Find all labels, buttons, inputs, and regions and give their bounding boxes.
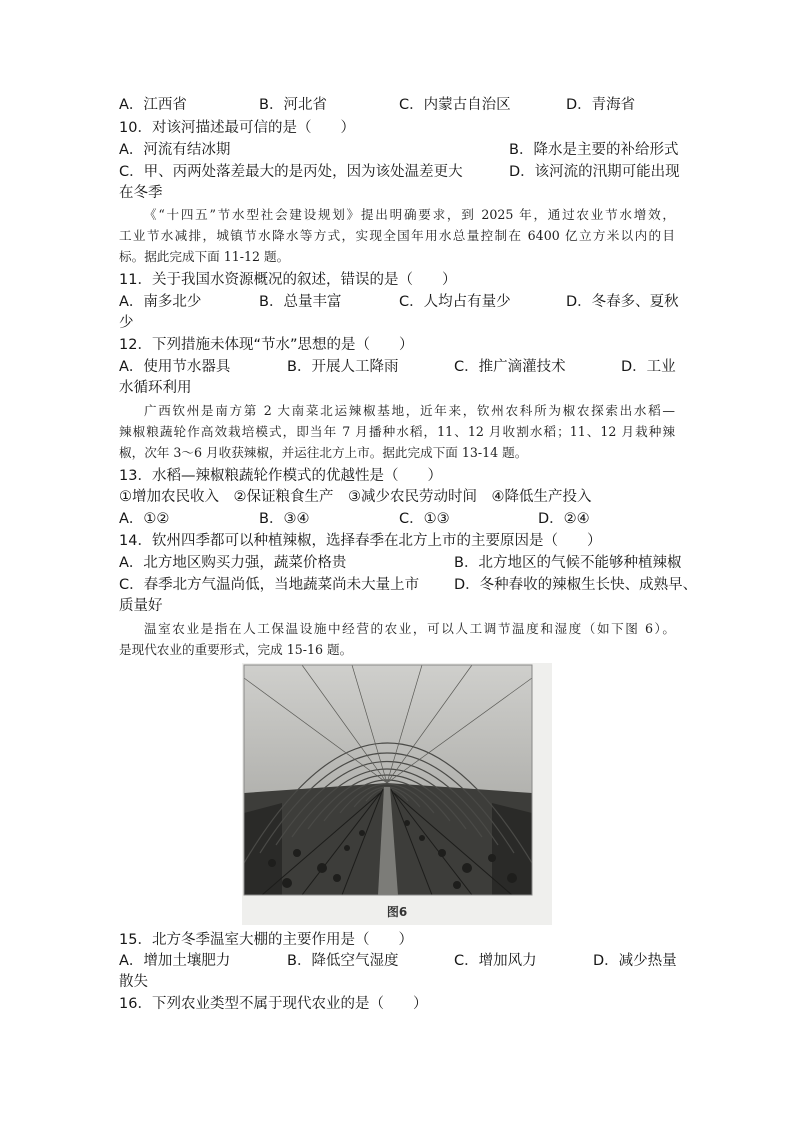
material-line: 工业节水减排，城镇节水降水等方式，实现全国年用水总量控制在 6400 亿立方米以内的目	[119, 228, 675, 243]
q10-option-d: D．该河流的汛期可能出现	[509, 164, 680, 180]
q14-option-c: C．春季北方气温尚低，当地蔬菜尚未大量上市	[119, 577, 420, 593]
q13-statements: ①增加农民收入 ②保证粮食生产 ③减少农民劳动时间 ④降低生产投入	[119, 489, 592, 505]
q11-options	[119, 292, 679, 312]
q9-option-a: A．江西省	[119, 97, 187, 113]
q9-option-d: D．青海省	[566, 97, 636, 113]
q15-option-d-continued: 散失	[119, 974, 148, 990]
material-line: 是现代农业的重要形式，完成 15-16 题。	[119, 642, 353, 657]
q12-stem: 12．下列措施未体现“节水”思想的是（ ）	[119, 337, 414, 353]
material-line: 辣椒粮蔬轮作高效栽培模式，即当年 7 月播种水稻，11、12 月收割水稻；11、12 月栽种辣	[119, 424, 675, 439]
q16-stem: 16．下列农业类型不属于现代农业的是（ ）	[119, 996, 428, 1012]
q14-option-a: A．北方地区购买力强，蔬菜价格贵	[119, 555, 347, 571]
q10-stem: 10．对该河描述最可信的是（ ）	[119, 120, 355, 136]
q10-option-b: B．降水是主要的补给形式	[509, 142, 679, 158]
material-line: 温室农业是指在人工保温设施中经营的农业，可以人工调节温度和湿度（如下图 6）。	[144, 621, 675, 636]
q14-options-ab	[119, 553, 682, 573]
q11-stem: 11．关于我国水资源概况的叙述，错误的是（ ）	[119, 272, 457, 288]
q11-option-d: D．冬春多、夏秋	[566, 294, 679, 310]
material-greenhouse	[119, 618, 675, 660]
q10-option-d-continued: 在冬季	[119, 185, 163, 201]
q11-option-b: B．总量丰富	[259, 294, 342, 310]
q13-options	[119, 509, 675, 529]
material-qinzhou-pepper	[119, 400, 675, 463]
q11-option-a: A．南多北少	[119, 294, 202, 310]
q14-options-cd	[119, 575, 698, 595]
q12-option-d-continued: 水循环利用	[119, 380, 192, 396]
q9-options	[119, 95, 675, 115]
q15-stem: 15．北方冬季温室大棚的主要作用是（ ）	[119, 932, 413, 948]
q13-option-a: A．①②	[119, 511, 170, 527]
q14-stem: 14．钦州四季都可以种植辣椒，选择春季在北方上市的主要原因是（ ）	[119, 533, 602, 549]
q15-option-b: B．降低空气湿度	[287, 953, 399, 969]
figure-caption: 图6	[386, 905, 408, 919]
q12-option-b: B．开展人工降雨	[287, 359, 399, 375]
q14-option-d: D．冬种春收的辣椒生长快、成熟早、	[454, 577, 698, 593]
q9-option-c: C．内蒙古自治区	[399, 97, 511, 113]
q10-option-a: A．河流有结冰期	[119, 142, 231, 158]
greenhouse-photo	[242, 663, 552, 925]
q12-option-d: D．工业	[621, 359, 676, 375]
greenhouse-photo-icon	[242, 663, 552, 925]
q15-option-a: A．增加土壤肥力	[119, 953, 231, 969]
q11-option-d-continued: 少	[119, 315, 134, 331]
q13-option-c: C．①③	[399, 511, 450, 527]
q9-option-b: B．河北省	[259, 97, 327, 113]
material-line: 《“十四五”节水型社会建设规划》提出明确要求，到 2025 年，通过农业节水增效，	[144, 207, 675, 222]
material-line: 标。据此完成下面 11-12 题。	[119, 249, 290, 264]
q12-option-c: C．推广滴灌技术	[454, 359, 566, 375]
q12-options	[119, 357, 675, 377]
q15-options	[119, 951, 675, 971]
q12-option-a: A．使用节水器具	[119, 359, 231, 375]
material-water-saving	[119, 204, 675, 267]
q14-option-b: B．北方地区的气候不能够种植辣椒	[454, 555, 682, 571]
material-line: 广西钦州是南方第 2 大南菜北运辣椒基地，近年来，钦州农科所为椒农探索出水稻—	[144, 403, 675, 418]
q13-option-b: B．③④	[259, 511, 310, 527]
q15-option-c: C．增加风力	[454, 953, 537, 969]
q14-option-d-continued: 质量好	[119, 598, 163, 614]
q10-options-ab	[119, 140, 679, 160]
q10-option-c: C．甲、丙两处落差最大的是丙处，因为该处温差更大	[119, 164, 463, 180]
q13-option-d: D．②④	[538, 511, 590, 527]
q10-options-cd	[119, 162, 680, 182]
q15-option-d: D．减少热量	[593, 953, 677, 969]
q11-option-c: C．人均占有量少	[399, 294, 511, 310]
material-line: 椒，次年 3～6 月收获辣椒，并运往北方上市。据此完成下面 13-14 题。	[119, 445, 528, 460]
q13-stem: 13．水稻—辣椒粮蔬轮作模式的优越性是（ ）	[119, 468, 442, 484]
